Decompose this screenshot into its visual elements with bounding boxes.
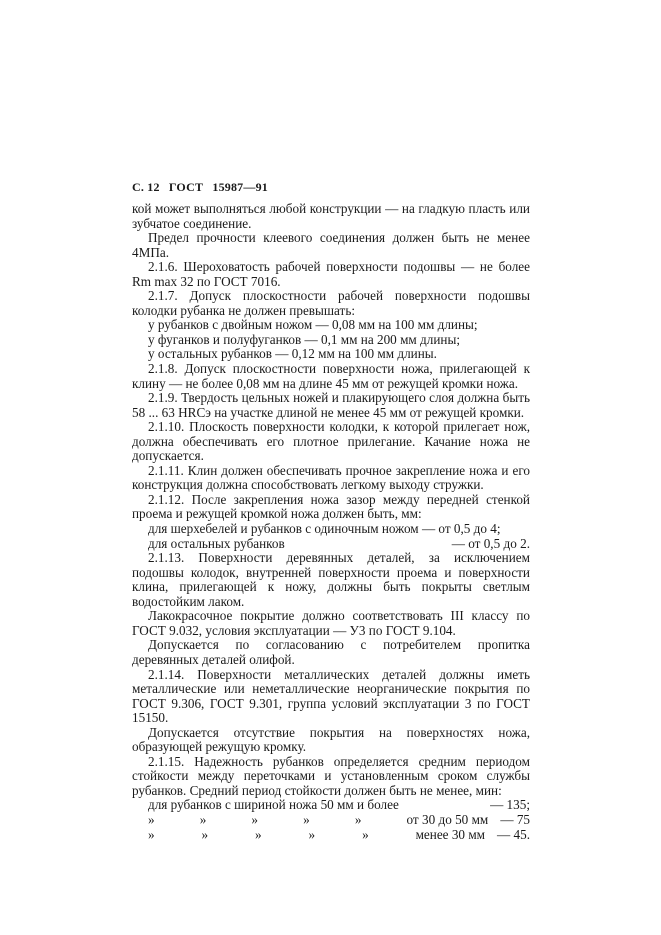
paragraph: Допускается отсутствие покрытия на поверхностях ножа, образующей режущую кромку. [132,724,530,755]
ditto-mark: » [362,826,369,842]
paragraph: 2.1.13. Поверхности деревянных деталей, за исключением подошвы колодок, внутренней поверхности проема и поверхности клина, прилегающей к ножу, должны быть покрыты светлым водостойким лаком. [132,550,530,609]
gost-label: ГОСТ [168,180,204,194]
paragraph: 2.1.14. Поверхности металлических деталей должны иметь металлические или неметаллические неорганические покрытия по ГОСТ 9.306, ГОСТ 9.301, группа условий эксплуатации 3 по ГОСТ 15150. [132,666,530,726]
table-row [132,813,530,828]
list-item: у рубанков с двойным ножом — 0,08 мм на 100 мм длины; [148,317,478,333]
ditto-mark: » [201,826,209,842]
paragraph: 2.1.6. Шероховатость рабочей поверхности подошвы — не более Rm max 32 по ГОСТ 7016. [132,259,530,289]
paragraph: 2.1.9. Твердость цельных ножей и плакирующего слоя должна быть 58 ... 63 HRCэ на участке длиной не менее 45 мм от режущей кромки. [132,390,530,420]
page-header [132,180,274,195]
table-cell-value: — 75 [500,811,530,827]
page-number: С. 12 [132,180,160,194]
ditto-mark: » [303,811,310,827]
paragraph: Допускается по согласованию с потребителем пропитка деревянных деталей олифой. [132,637,530,667]
ditto-marks [148,813,500,828]
ditto-marks [148,828,497,843]
list-item: у остальных рубанков — 0,12 мм на 100 мм длины. [148,346,437,362]
paragraph: 2.1.15. Надежность рубанков определяется средним периодом стойкости между переточками и установленным сроком службы рубанков. Средний период стойкости должен быть не менее, мин: [132,753,530,798]
list-item-value: — от 0,5 до 2. [451,535,530,551]
paragraph: 2.1.8. Допуск плоскостности поверхности ножа, прилегающей к клину — не более 0,08 мм на длине 45 мм от режущей кромки ножа. [132,361,530,391]
table-cell-value: — 135; [490,797,530,813]
table-row [132,828,530,843]
ditto-mark: » [308,826,316,842]
list-item: у фуганков и полуфуганков — 0,1 мм на 200 мм длины; [148,331,460,347]
table-cell-label: менее 30 мм [415,826,486,842]
list-item-label: для остальных рубанков [148,535,285,551]
paragraph: кой может выполняться любой конструкции — на гладкую пласть или зубчатое соединение. [132,201,530,231]
ditto-mark: » [354,811,362,827]
paragraph: 2.1.10. Плоскость поверхности колодки, к которой прилегает нож, должна обеспечивать его плотное прилегание. Качание ножа не допускается. [132,419,530,464]
ditto-mark: » [255,826,262,842]
ditto-mark: » [199,811,207,827]
table-cell-value: — 45. [497,826,530,842]
ditto-mark: » [148,826,155,842]
ditto-mark: » [148,811,155,827]
list-item [132,537,530,552]
paragraph: 2.1.7. Допуск плоскостности рабочей поверхности подошвы колодки рубанка не должен превышать: [132,288,530,318]
document-body [132,202,530,842]
paragraph: 2.1.11. Клин должен обеспечивать прочное закрепление ножа и его конструкция должна способствовать легкому выходу стружки. [132,462,530,493]
paragraph: Предел прочности клеевого соединения должен быть не менее 4МПа. [132,230,530,260]
ditto-mark: » [251,811,258,827]
paragraph: Лакокрасочное покрытие должно соответствовать III классу по ГОСТ 9.032, условия эксплуатации — У3 по ГОСТ 9.104. [132,608,530,638]
list-item: для шерхебелей и рубанков с одиночным ножом — от 0,5 до 4; [148,521,501,537]
table-row [132,798,530,813]
paragraph: 2.1.12. После закрепления ножа зазор между передней стенкой проема и режущей кромкой ножа должен быть, мм: [132,491,530,522]
table-cell-label: для рубанков с шириной ножа 50 мм и более [148,797,399,813]
table-cell-label: от 30 до 50 мм [406,811,489,827]
document-number: 15987—91 [212,180,268,194]
